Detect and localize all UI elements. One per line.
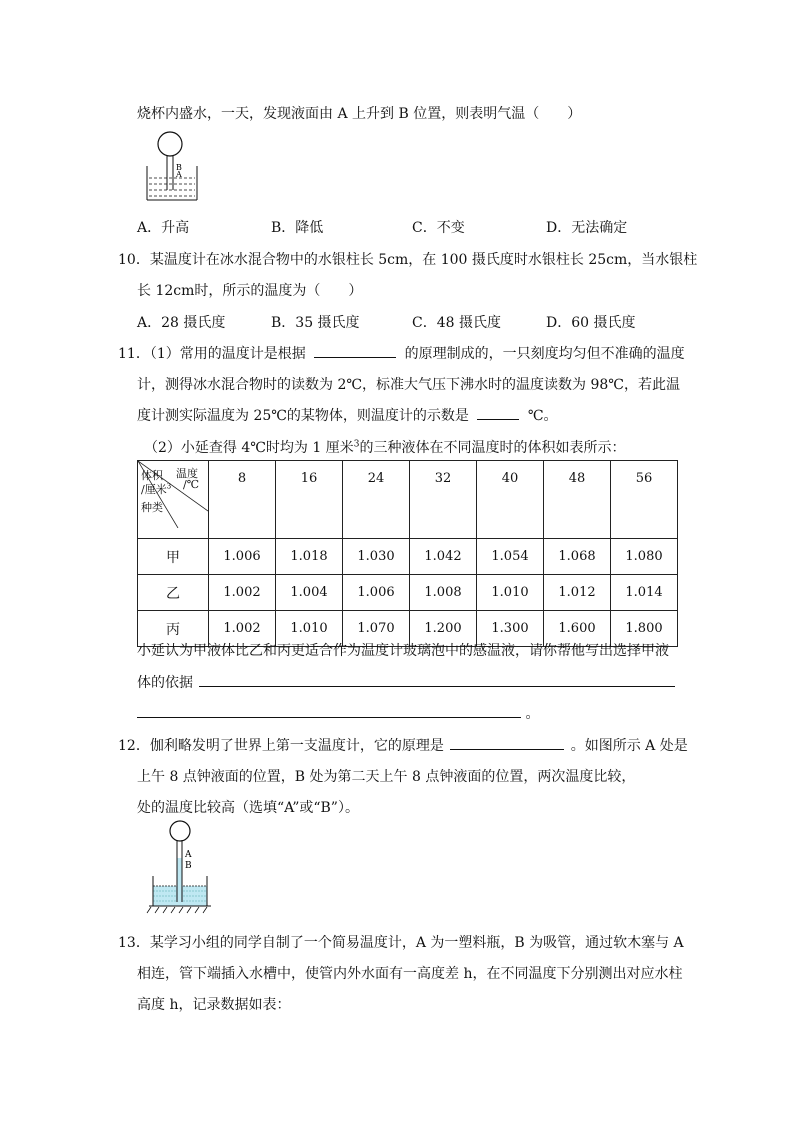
q11-line3-a: 度计测实际温度为 25℃的某物体，则温度计的示数是: [137, 408, 469, 424]
q13-line1: 13．某学习小组的同学自制了一个简易温度计，A 为一塑料瓶，B 为吸管，通过软木塞与 A: [118, 935, 684, 951]
table-cell: 1.006: [343, 575, 410, 611]
q9-label-a: A: [176, 170, 182, 179]
table-cell: 1.030: [343, 539, 410, 575]
q9-option-a: A．升高: [137, 220, 190, 236]
q11-after2: [137, 672, 675, 692]
q10-option-c: C．48 摄氏度: [412, 315, 501, 331]
table-cell: 1.010: [477, 575, 544, 611]
liquid-name: 甲: [138, 539, 209, 575]
table-cell: 1.054: [477, 539, 544, 575]
q11-after3: [137, 703, 539, 723]
q10-option-b: B．35 摄氏度: [271, 315, 360, 331]
volume-table: [137, 460, 678, 647]
q10-option-d: D．60 摄氏度: [546, 315, 636, 331]
q10-option-a: A．28 摄氏度: [137, 315, 226, 331]
q11-line3: [137, 405, 558, 425]
q13-line2: 相连，管下端插入水槽中，使管内外水面有一高度差 h，在不同温度下分别测出对应水柱: [137, 966, 683, 982]
header-unit: /℃: [183, 478, 200, 491]
temp-header: 32: [410, 461, 477, 539]
q11-after3-end: 。: [525, 706, 540, 722]
header-cm: [141, 481, 171, 497]
q9-beaker-figure: [140, 130, 202, 202]
liquid-name: 丙: [138, 611, 209, 647]
table-cell: 1.800: [611, 611, 678, 647]
q9-option-c: C．不变: [412, 220, 465, 236]
header-cm-sup: 3: [166, 482, 172, 491]
table-cell: 1.018: [276, 539, 343, 575]
q9-stem: 烧杯内盛水，一天，发现液面由 A 上升到 B 位置，则表明气温（ ）: [137, 106, 582, 122]
q11-after1: 小延认为甲液体比乙和丙更适合作为温度计玻璃泡中的感温液，请你帮他写出选择甲液: [137, 643, 669, 659]
table-cell: 1.068: [544, 539, 611, 575]
q12-blank-principle[interactable]: [450, 735, 564, 750]
q12-label-b: B: [185, 861, 192, 871]
q12-line2: 上午 8 点钟液面的位置，B 处为第二天上午 8 点钟液面的位置，两次温度比较，: [137, 769, 636, 785]
q13-line3: 高度 h，记录数据如表：: [137, 997, 291, 1013]
q12-line1-a: 12．伽利略发明了世界上第一支温度计，它的原理是: [118, 738, 444, 754]
table-cell: 1.008: [410, 575, 477, 611]
table-row: [138, 575, 678, 611]
q9-option-d: D．无法确定: [546, 220, 628, 236]
table-cell: 1.600: [544, 611, 611, 647]
q10-line1: 10．某温度计在冰水混合物中的水银柱长 5cm，在 100 摄氏度时水银柱长 25cm，当水银柱: [118, 252, 698, 268]
q11-line1-b: 的原理制成的，一只刻度均匀但不准确的温度: [404, 346, 685, 362]
table-cell: 1.300: [477, 611, 544, 647]
header-temp: 温度: [176, 467, 198, 480]
table-cell: 1.002: [209, 575, 276, 611]
q11-line1: [118, 343, 685, 363]
table-header-row: [138, 461, 678, 539]
q11-after2-text: 体的依据: [137, 675, 193, 691]
q11-line3-b: ℃。: [527, 408, 558, 424]
q12-galileo-thermometer-figure: [145, 818, 215, 916]
liquid-name: 乙: [138, 575, 209, 611]
q11-blank-reason-2[interactable]: [137, 703, 521, 718]
q11-part2-b: 的三种液体在不同温度时的体积如表所示：: [359, 440, 626, 456]
table-cell: 1.200: [410, 611, 477, 647]
q10-line2: 长 12cm时，所示的温度为（ ）: [137, 283, 363, 299]
q11-line2: 计，测得冰水混合物时的读数为 2℃，标准大气压下沸水时的温度读数为 98℃，若此温: [137, 377, 680, 393]
table-cell: 1.004: [276, 575, 343, 611]
q11-line1-a: 11．（1）常用的温度计是根据: [118, 346, 306, 362]
q11-blank-reason-1[interactable]: [199, 672, 675, 687]
table-cell: 1.010: [276, 611, 343, 647]
table-diagonal-header: [138, 461, 209, 539]
q12-line1-b: 。如图所示 A 处是: [570, 738, 688, 754]
q9-label-b: B: [176, 163, 182, 172]
temp-header: 56: [611, 461, 678, 539]
q9-option-b: B．降低: [271, 220, 324, 236]
q12-line3: 处的温度比较高（选填“A”或“B”）。: [137, 800, 359, 816]
q11-part2-sup: 3: [353, 439, 360, 450]
header-volume: 体积: [141, 469, 163, 482]
header-kind: 种类: [141, 501, 163, 514]
table-cell: 1.012: [544, 575, 611, 611]
q11-part2: [144, 437, 625, 457]
q11-blank-principle[interactable]: [314, 343, 396, 358]
temp-header: 40: [477, 461, 544, 539]
temp-header: 48: [544, 461, 611, 539]
q12-label-a: A: [185, 850, 192, 860]
q12-line1: [118, 735, 688, 755]
table-cell: 1.080: [611, 539, 678, 575]
table-cell: 1.014: [611, 575, 678, 611]
temp-header: 24: [343, 461, 410, 539]
temp-header: 16: [276, 461, 343, 539]
table-row: [138, 539, 678, 575]
q11-part2-a: （2）小延查得 4℃时均为 1 厘米: [144, 440, 354, 456]
temp-header: 8: [209, 461, 276, 539]
q11-blank-reading[interactable]: [477, 405, 519, 420]
header-cm-text: /厘米: [141, 483, 167, 496]
table-cell: 1.070: [343, 611, 410, 647]
table-cell: 1.002: [209, 611, 276, 647]
table-cell: 1.042: [410, 539, 477, 575]
table-cell: 1.006: [209, 539, 276, 575]
